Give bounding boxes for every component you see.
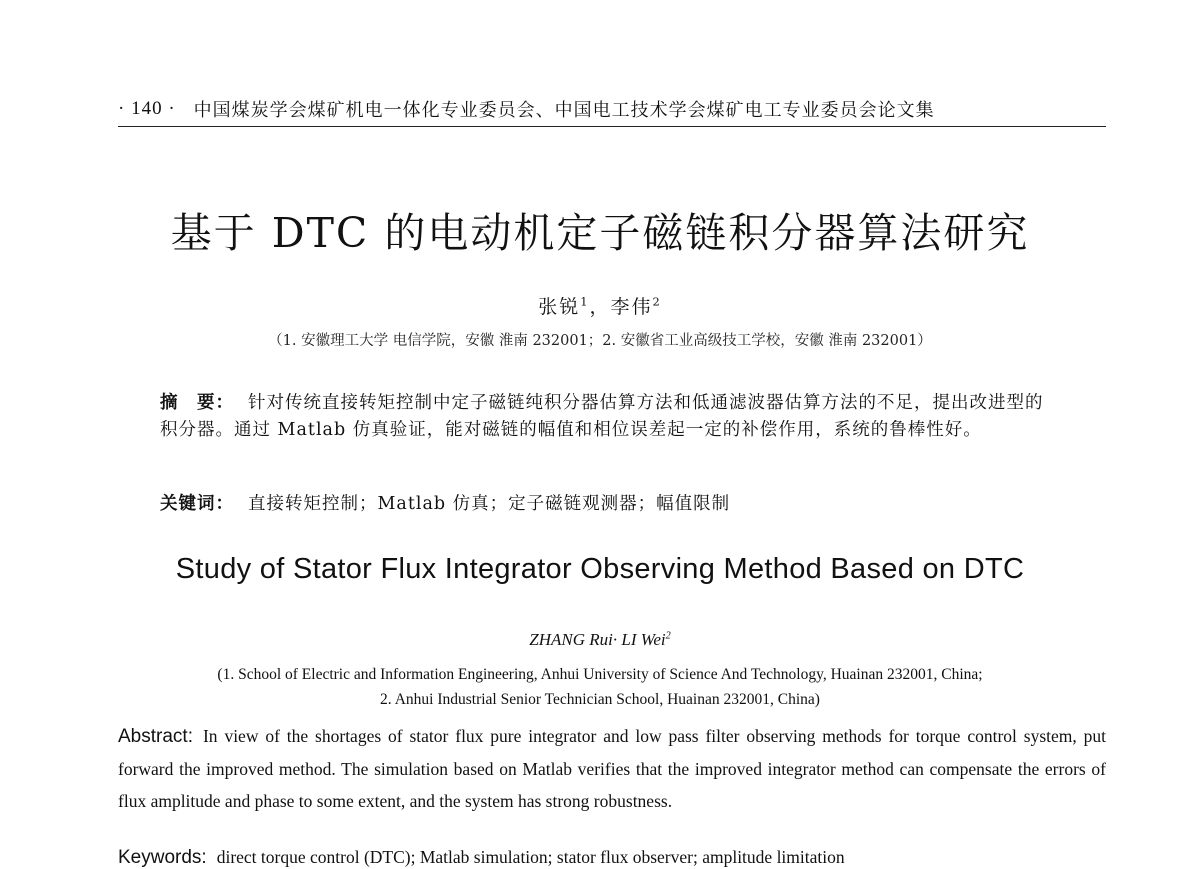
english-author-1: ZHANG Rui [529,630,613,649]
author-separator: ， [589,296,611,318]
english-keywords [118,847,1106,869]
english-affiliation-line-2: 2. Anhui Industrial Senior Technician School, Huainan 232001, China) [380,691,820,708]
chinese-keywords-text: 直接转矩控制；Matlab 仿真；定子磁链观测器；幅值限制 [248,494,731,514]
english-author-separator: · [612,630,622,649]
chinese-title: 基于 DTC 的电动机定子磁链积分器算法研究 [170,209,1030,257]
english-affiliation-line-1: (1. School of Electric and Information Engineering, Anhui University of Science And Technology, Huainan 232001, China; [217,666,983,683]
english-keywords-label: Keywords: [118,847,207,868]
english-abstract-label: Abstract: [118,726,193,747]
chinese-abstract-label: 摘 要： [160,393,234,413]
chinese-abstract [160,390,1060,444]
chinese-keywords [160,490,1060,515]
author-1: 张锐 [538,296,581,318]
english-author-2-affil-mark: 2 [665,630,671,642]
english-authors [0,630,1200,650]
author-2: 李伟 [610,296,653,318]
english-abstract-text: In view of the shortages of stator flux pure integrator and low pass filter observing methods for torque control system, put forward the improved method. The simulation based on Matlab verifies that the improved integrator method can compensate the errors of flux amplitude and phase to some extent, and the system has strong robustness. [118,726,1106,811]
chinese-abstract-text: 针对传统直接转矩控制中定子磁链纯积分器估算方法和低通滤波器估算方法的不足，提出改进型的积分器。通过 Matlab 仿真验证，能对磁链的幅值和相位误差起一定的补偿作用，系统的鲁棒性好。 [160,393,1044,440]
series-title: 中国煤炭学会煤矿机电一体化专业委员会、中国电工技术学会煤矿电工专业委员会论文集 [193,100,935,121]
chinese-keywords-label: 关键词： [160,494,234,514]
english-title: Study of Stator Flux Integrator Observing Method Based on DTC [175,553,1025,585]
english-author-2: LI Wei [621,630,666,649]
english-affiliation [0,662,1200,712]
chinese-authors [0,292,1200,319]
author-1-affil-mark: 1 [580,294,590,309]
running-header [118,92,1106,127]
english-abstract [118,720,1106,817]
english-keywords-text: direct torque control (DTC); Matlab simulation; stator flux observer; amplitude limitation [216,847,845,867]
page-number: · 140 · [118,98,176,119]
chinese-affiliation: （1. 安徽理工大学 电信学院，安徽 淮南 232001；2. 安徽省工业高级技工学校，安徽 淮南 232001） [268,333,932,349]
author-2-affil-mark: 2 [652,294,662,309]
